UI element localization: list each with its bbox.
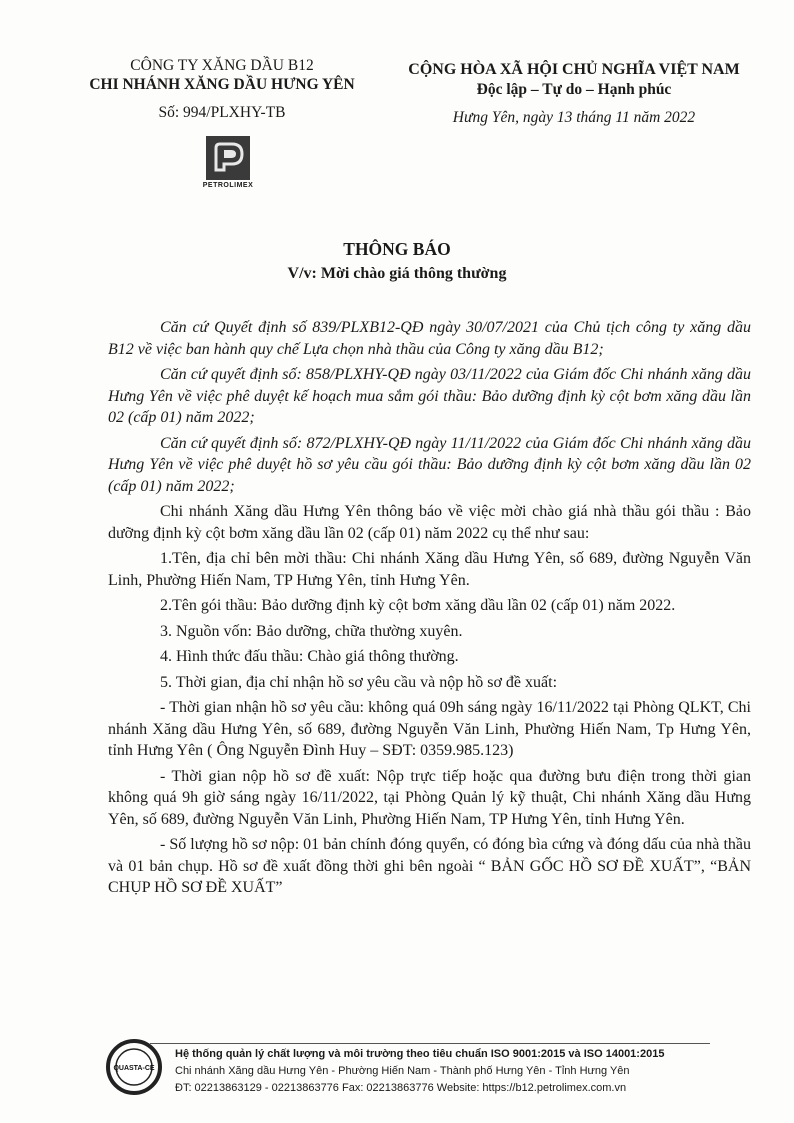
- place-date: Hưng Yên, ngày 13 tháng 11 năm 2022: [452, 109, 696, 126]
- item-5: 5. Thời gian, địa chỉ nhận hồ sơ yêu cầu và nộp hồ sơ đề xuất:: [160, 673, 558, 691]
- document-body: [108, 317, 751, 903]
- title-heading: THÔNG BÁO: [343, 239, 451, 259]
- item-5-submit: - Thời gian nộp hồ sơ đề xuất: Nộp trực tiếp hoặc qua đường bưu điện trong thời gian không quá 9h giờ sáng ngày 16/11/2022, tại Phòng Quản lý kỹ thuật, Chi nhánh Xăng dầu Hưng Yên, số 689, đường Nguyễn Văn Linh, Phường Hiến Nam, TP Hưng Yên, tỉnh Hưng Yên.: [108, 767, 751, 828]
- quasta-cert-icon: [104, 1037, 164, 1097]
- national-motto: Độc lập – Tự do – Hạnh phúc: [476, 81, 672, 98]
- paragraph-basis-2: Căn cứ quyết định số: 858/PLXHY-QĐ ngày 03/11/2022 của Giám đốc Chi nhánh xăng dầu Hưng Yên về việc phê duyệt kế hoạch mua sắm gói thầu: Bảo dưỡng định kỳ cột bơm xăng dầu lần 02 (cấp 01) năm 2022;: [108, 366, 751, 426]
- petrolimex-emblem-icon: [206, 136, 250, 180]
- item-2: 2.Tên gói thầu: Bảo dưỡng định kỳ cột bơm xăng dầu lần 02 (cấp 01) năm 2022.: [160, 597, 676, 614]
- issuer-block: [62, 56, 382, 123]
- footer: [175, 1046, 735, 1097]
- document-title: [0, 238, 794, 285]
- footer-iso: Hệ thống quản lý chất lượng và môi trường theo tiêu chuẩn ISO 9001:2015 và ISO 14001:2015: [175, 1048, 665, 1060]
- paragraph-intro: Chi nhánh Xăng dầu Hưng Yên thông báo về việc mời chào giá nhà thầu gói thầu : Bảo dưỡng định kỳ cột bơm xăng dầu lần 02 (cấp 01) năm 2022 cụ thể như sau:: [108, 503, 751, 542]
- paragraph-basis-1: Căn cứ Quyết định số 839/PLXB12-QĐ ngày 30/07/2021 của Chủ tịch công ty xăng dầu B12 về việc ban hành quy chế Lựa chọn nhà thầu của Công ty xăng dầu B12;: [108, 319, 751, 358]
- title-subject: V/v: Mời chào giá thông thường: [287, 265, 507, 282]
- footer-divider: [150, 1043, 710, 1044]
- quasta-logo: [104, 1037, 164, 1097]
- footer-contact: ĐT: 02213863129 - 02213863776 Fax: 02213863776 Website: https://b12.petrolimex.com.vn: [175, 1082, 627, 1094]
- quasta-logo-text: QUASTA-CE: [113, 1065, 155, 1072]
- item-1: 1.Tên, địa chỉ bên mời thầu: Chi nhánh Xăng dầu Hưng Yên, số 689, đường Nguyễn Văn Linh, Phường Hiến Nam, TP Hưng Yên, tỉnh Hưng Yên.: [108, 550, 751, 589]
- item-3: 3. Nguồn vốn: Bảo dưỡng, chữa thường xuyên.: [160, 622, 463, 640]
- country-name: CỘNG HÒA XÃ HỘI CHỦ NGHĨA VIỆT NAM: [408, 61, 740, 78]
- document-number: Số: 994/PLXHY-TB: [158, 104, 286, 121]
- item-5-quantity: - Số lượng hồ sơ nộp: 01 bản chính đóng quyển, có đóng bìa cứng và đóng dấu của nhà thầu và 01 bản chụp. Hồ sơ đề xuất đồng thời ghi bên ngoài “ BẢN GỐC HỒ SƠ ĐỀ XUẤT”, “BẢN CHỤP HỒ SƠ ĐỀ XUẤT”: [108, 836, 751, 896]
- national-header: [382, 56, 766, 128]
- logo-text: PETROLIMEX: [202, 182, 254, 189]
- item-4: 4. Hình thức đấu thầu: Chào giá thông thường.: [160, 648, 459, 665]
- footer-address: Chi nhánh Xăng dầu Hưng Yên - Phường Hiến Nam - Thành phố Hưng Yên - Tỉnh Hưng Yên: [175, 1065, 630, 1077]
- branch-name: CHI NHÁNH XĂNG DẦU HƯNG YÊN: [89, 76, 355, 93]
- company-name: CÔNG TY XĂNG DẦU B12: [130, 57, 314, 74]
- item-5-receive: - Thời gian nhận hồ sơ yêu cầu: không quá 09h sáng ngày 16/11/2022 tại Phòng QLKT, Chi nhánh Xăng dầu Hưng Yên, số 689, đường Nguyễn Văn Linh, Phường Hiến Nam, Tp Hưng Yên, tỉnh Hưng Yên ( Ông Nguyễn Đình Huy – SĐT: 0359.985.123): [108, 699, 751, 759]
- petrolimex-logo: [193, 136, 263, 189]
- paragraph-basis-3: Căn cứ quyết định số: 872/PLXHY-QĐ ngày 11/11/2022 của Giám đốc Chi nhánh xăng dầu Hưng Yên về việc phê duyệt hồ sơ yêu cầu gói thầu: Bảo dưỡng định kỳ cột bơm xăng dầu lần 02 (cấp 01) năm 2022;: [108, 434, 751, 495]
